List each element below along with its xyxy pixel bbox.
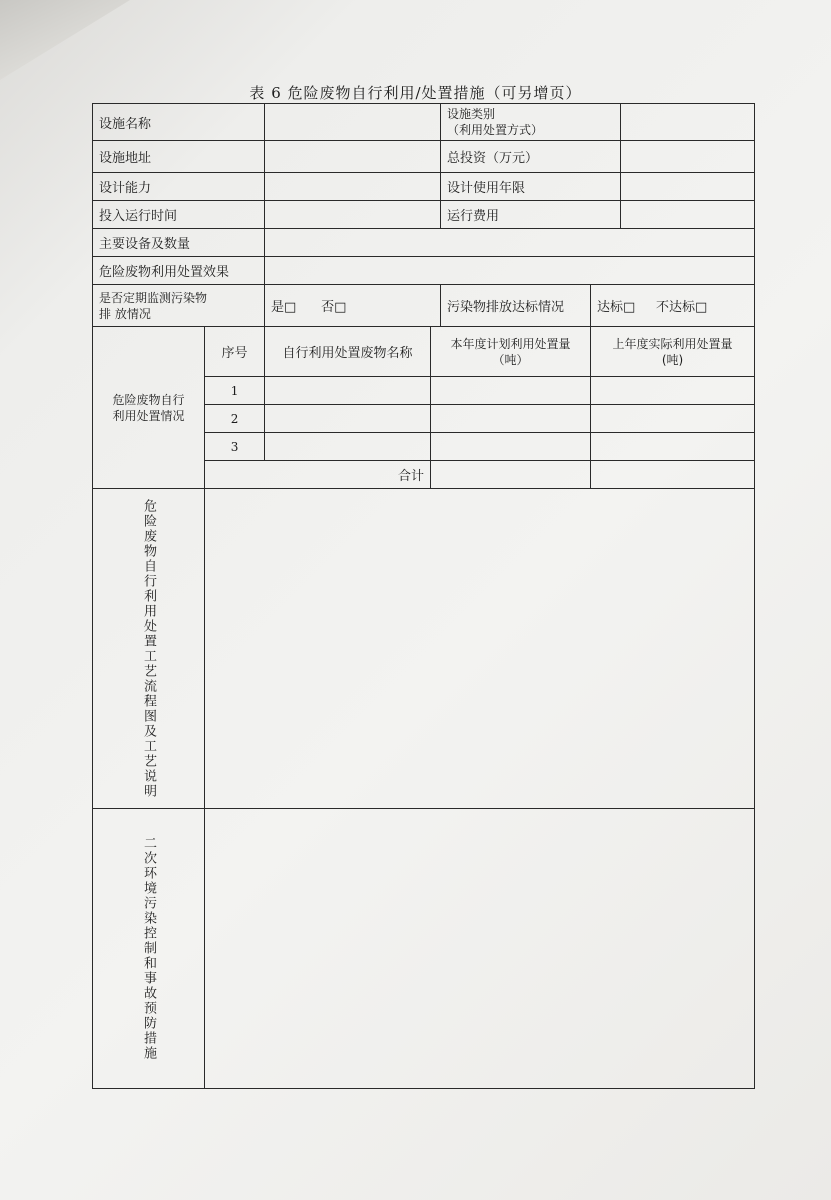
disposal-measures-table — [92, 103, 755, 1089]
page-fold-shadow — [0, 0, 130, 80]
header-waste-name: 自行利用处置废物名称 — [265, 327, 431, 377]
process-content-area[interactable] — [205, 489, 755, 809]
total-label: 合计 — [205, 461, 431, 489]
label-facility-type: 设施类别 （利用处置方式） — [441, 104, 621, 141]
label-facility-name: 设施名称 — [93, 104, 265, 141]
label-operating-cost: 运行费用 — [441, 201, 621, 229]
label-effect: 危险废物利用处置效果 — [93, 257, 265, 285]
row-index: 1 — [205, 377, 265, 405]
control-label: 二次环境污染控制和事故预防措施 — [141, 836, 156, 1062]
row-index: 3 — [205, 433, 265, 461]
process-label: 危险废物自行利用处置工艺流程图及工艺说明 — [141, 498, 156, 799]
usage-section-label: 危险废物自行 利用处置情况 — [93, 327, 205, 489]
value-facility-type[interactable] — [621, 104, 755, 141]
control-content-area[interactable] — [205, 809, 755, 1089]
label-facility-address: 设施地址 — [93, 141, 265, 173]
cell-waste-name[interactable] — [265, 405, 431, 433]
value-design-life[interactable] — [621, 173, 755, 201]
value-effect[interactable] — [265, 257, 755, 285]
row-effect — [93, 257, 755, 285]
header-plan-amount: 本年度计划利用处置量 （吨） — [431, 327, 591, 377]
cell-total-plan[interactable] — [431, 461, 591, 489]
option-yes[interactable]: 是□ — [271, 300, 297, 316]
value-facility-address[interactable] — [265, 141, 441, 173]
process-row — [93, 489, 755, 809]
value-design-capacity[interactable] — [265, 173, 441, 201]
value-total-investment[interactable] — [621, 141, 755, 173]
option-not-meets[interactable]: 不达标□ — [655, 300, 708, 316]
cell-actual-amount[interactable] — [591, 433, 755, 461]
cell-actual-amount[interactable] — [591, 405, 755, 433]
row-address — [93, 141, 755, 173]
compliance-options — [591, 285, 755, 327]
option-no[interactable]: 否□ — [321, 300, 347, 316]
row-facility-name — [93, 104, 755, 141]
cell-total-actual[interactable] — [591, 461, 755, 489]
value-operation-time[interactable] — [265, 201, 441, 229]
monitoring-options — [265, 285, 441, 327]
header-actual-amount: 上年度实际利用处置量 (吨) — [591, 327, 755, 377]
control-label-cell — [93, 809, 205, 1089]
value-facility-name[interactable] — [265, 104, 441, 141]
process-label-cell — [93, 489, 205, 809]
control-row — [93, 809, 755, 1089]
header-index: 序号 — [205, 327, 265, 377]
row-operation — [93, 201, 755, 229]
label-compliance: 污染物排放达标情况 — [441, 285, 591, 327]
value-operating-cost[interactable] — [621, 201, 755, 229]
label-design-capacity: 设计能力 — [93, 173, 265, 201]
value-main-equipment[interactable] — [265, 229, 755, 257]
cell-plan-amount[interactable] — [431, 405, 591, 433]
table-title: 表 6 危险废物自行利用/处置措施（可另增页） — [249, 84, 582, 102]
label-main-equipment: 主要设备及数量 — [93, 229, 265, 257]
row-monitoring — [93, 285, 755, 327]
cell-plan-amount[interactable] — [431, 433, 591, 461]
cell-waste-name[interactable] — [265, 433, 431, 461]
label-monitoring: 是否定期监测污染物 排 放情况 — [93, 285, 265, 327]
label-total-investment: 总投资（万元） — [441, 141, 621, 173]
row-capacity — [93, 173, 755, 201]
cell-waste-name[interactable] — [265, 377, 431, 405]
label-design-life: 设计使用年限 — [441, 173, 621, 201]
row-index: 2 — [205, 405, 265, 433]
usage-header-row — [93, 327, 755, 377]
cell-plan-amount[interactable] — [431, 377, 591, 405]
cell-actual-amount[interactable] — [591, 377, 755, 405]
label-operation-time: 投入运行时间 — [93, 201, 265, 229]
option-meets[interactable]: 达标□ — [597, 300, 636, 316]
row-equipment — [93, 229, 755, 257]
